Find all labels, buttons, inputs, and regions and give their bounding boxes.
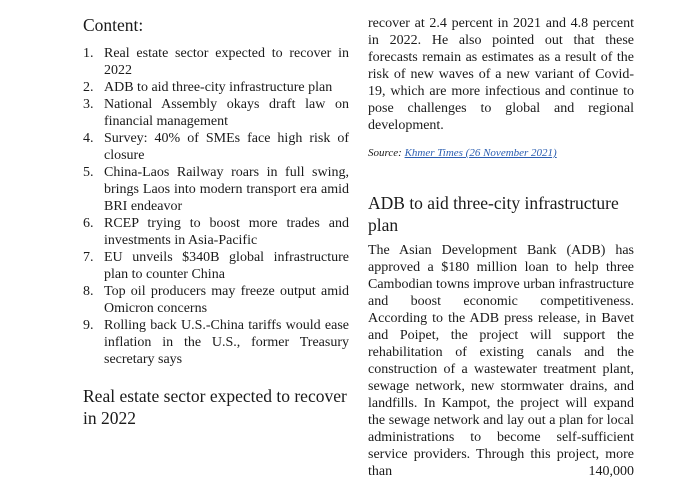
toc-number: 1. <box>83 46 94 61</box>
article-title-adb: ADB to aid three-city infrastructure plan <box>368 193 619 235</box>
content-heading: Content: <box>83 15 144 35</box>
toc-item[interactable] <box>83 317 349 368</box>
toc-text: RCEP trying to boost more trades and investments in Asia-Pacific <box>104 216 349 248</box>
adb-paragraph: The Asian Development Bank (ADB) has approved a $180 million loan to help three Cambodian towns improve urban infrastructure and boost economic competitiveness. According to the ADB press release, in Bavet and Poipet, the project will support the rehabilitation of existing canals and the construction of a wastewater treatment plant, sewage network, new stormwater drains, and landfills. In Kampot, the project will expand the sewage network and lay out a plan for local administrations to become self-sufficient service providers. Through this project, more than 140,000 <box>368 243 634 479</box>
left-column <box>83 14 349 429</box>
toc-text: ADB to aid three-city infrastructure plan <box>104 80 333 95</box>
toc-number: 7. <box>83 250 94 265</box>
toc-item[interactable] <box>83 164 349 215</box>
toc-item[interactable] <box>83 215 349 249</box>
toc-number: 5. <box>83 165 94 180</box>
toc-text: Top oil producers may freeze output amid Omicron concerns <box>104 284 349 316</box>
toc-text: EU unveils $340B global infrastructure plan to counter China <box>104 250 349 282</box>
toc-number: 3. <box>83 97 94 112</box>
toc-number: 8. <box>83 284 94 299</box>
toc-item[interactable] <box>83 96 349 130</box>
toc-number: 4. <box>83 131 94 146</box>
source-line <box>368 146 634 160</box>
source-label: Source: <box>368 147 402 159</box>
table-of-contents <box>83 45 349 368</box>
toc-item[interactable] <box>83 283 349 317</box>
toc-item[interactable] <box>83 45 349 79</box>
toc-number: 6. <box>83 216 94 231</box>
article-title-real-estate: Real estate sector expected to recover in 2022 <box>83 386 347 428</box>
toc-item[interactable] <box>83 79 349 96</box>
toc-text: China-Laos Railway roars in full swing, brings Laos into modern transport era amid BRI endeavor <box>104 165 349 214</box>
continued-paragraph: recover at 2.4 percent in 2021 and 4.8 percent in 2022. He also pointed out that these forecasts remain as estimates as a result of the risk of new waves of a new variant of Covid-19, which are more infectious and continue to pose challenges to global and regional development. <box>368 16 634 133</box>
toc-item[interactable] <box>83 249 349 283</box>
source-link[interactable]: Khmer Times (26 November 2021) <box>404 147 557 159</box>
toc-number: 9. <box>83 318 94 333</box>
right-column <box>368 15 634 480</box>
toc-text: Rolling back U.S.-China tariffs would ease inflation in the U.S., former Treasury secretary says <box>104 318 349 367</box>
toc-text: Real estate sector expected to recover in 2022 <box>104 46 349 78</box>
toc-number: 2. <box>83 80 94 95</box>
toc-text: Survey: 40% of SMEs face high risk of closure <box>104 131 349 163</box>
toc-item[interactable] <box>83 130 349 164</box>
toc-text: National Assembly okays draft law on financial management <box>104 97 349 129</box>
